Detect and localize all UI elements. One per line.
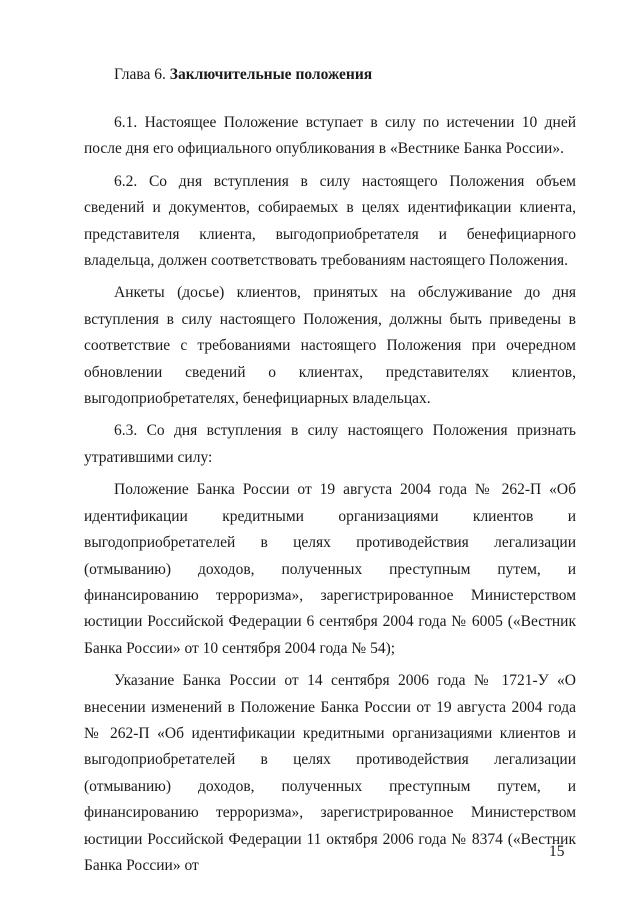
paragraph-regulation-262p: Положение Банка России от 19 августа 2004 года № 262-П «Об идентификации кредитными организациями клиентов и выгодоприобретателей в целях противодействия легализации (отмыванию) доходов, полученных преступным путем, и финансированию терроризма», зарегистрированное Министерством юстиции Российской Федерации 6 сентября 2004 года № 6005 («Вестник Банка России» от 10 сентября 2004 года № 54); (84, 481, 576, 657)
paragraph-6-2: 6.2. Со дня вступления в силу настоящего Положения объем сведений и документов, собираемых в целях идентификации клиента, представителя клиента, выгодоприобретателя и бенефициарного владельца, должен соответствовать требованиям настоящего Положения. (84, 172, 576, 270)
paragraph-directive-1721u: Указание Банка России от 14 сентября 2006 года № 1721-У «О внесении изменений в Положение Банка России от 19 августа 2004 года № 262-П «Об идентификации кредитными организациями клиентов и выгодоприобретателей в целях противодействия легализации (отмыванию) доходов, полученных преступным путем, и финансированию терроризма», зарегистрированное Министерством юстиции Российской Федерации 11 октября 2006 года № 8374 («Вестник Банка России» от (84, 672, 576, 874)
paragraph-6-3: 6.3. Со дня вступления в силу настоящего Положения признать утратившими силу: (84, 422, 576, 466)
chapter-title: Заключительные положения (169, 66, 373, 83)
document-page (84, 62, 576, 883)
paragraph-questionnaires: Анкеты (досье) клиентов, принятых на обслуживание до дня вступления в силу настоящего Положения, должны быть приведены в соответствие с требованиями настоящего Положения при очередном обновлении сведений о клиентах, представителях клиентов, выгодоприобретателях, бенефициарных владельцах. (84, 284, 576, 408)
paragraph-6-1: 6.1. Настоящее Положение вступает в силу по истечении 10 дней после дня его официального опубликования в «Вестнике Банка России». (84, 114, 576, 158)
chapter-heading (114, 62, 576, 88)
chapter-prefix: Глава 6. (114, 66, 166, 83)
page-number: 15 (549, 843, 565, 860)
